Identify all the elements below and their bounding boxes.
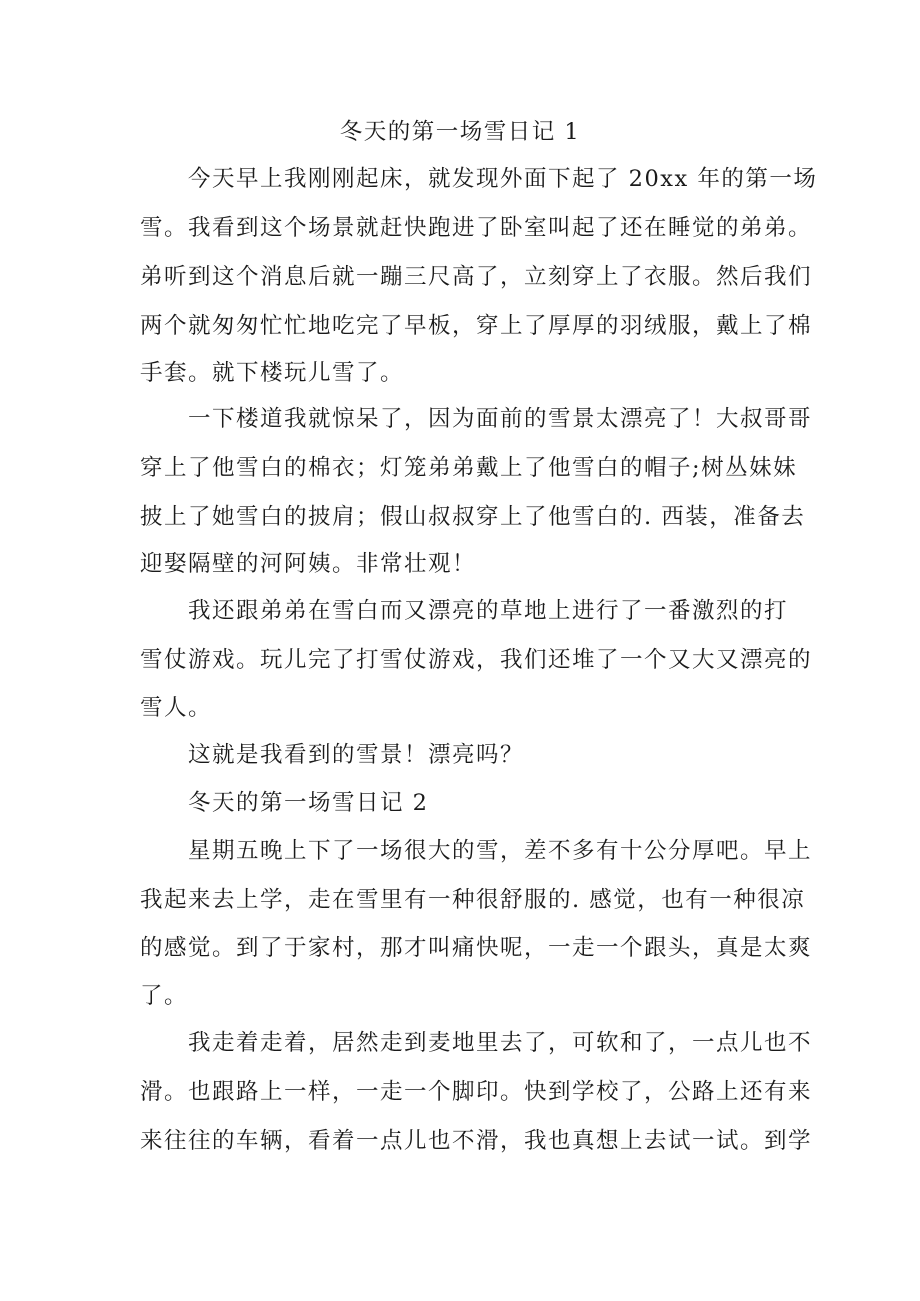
diary-title-2: 冬天的第一场雪日记 2: [188, 790, 429, 816]
paragraph-3-line-1: 我还跟弟弟在雪白而又漂亮的草地上进行了一番激烈的打: [188, 598, 789, 624]
diary-title-1: 冬天的第一场雪日记 1: [339, 119, 581, 145]
paragraph-3-line-3: 雪人。: [140, 695, 213, 721]
paragraph-1-line-1: 今天早上我刚刚起床，就发现外面下起了 20xx 年的第一场: [188, 166, 818, 192]
paragraph-5-line-1: 星期五晚上下了一场很大的雪，差不多有十公分厚吧。早上: [188, 838, 813, 864]
paragraph-6-line-1: 我走着走着，居然走到麦地里去了，可软和了，一点儿也不: [188, 1030, 813, 1056]
paragraph-6-line-2: 滑。也跟路上一样，一走一个脚印。快到学校了，公路上还有来: [140, 1079, 813, 1105]
paragraph-5-line-3: 的感觉。到了于家村，那才叫痛快呢，一走一个跟头，真是太爽: [140, 935, 813, 961]
paragraph-1-line-5: 手套。就下楼玩儿雪了。: [140, 360, 405, 386]
paragraph-4-line-1: 这就是我看到的雪景！漂亮吗？: [188, 742, 525, 768]
paragraph-3-line-2: 雪仗游戏。玩儿完了打雪仗游戏，我们还堆了一个又大又漂亮的: [140, 647, 813, 673]
paragraph-1-line-2: 雪。我看到这个场景就赶快跑进了卧室叫起了还在睡觉的弟弟。: [140, 215, 813, 241]
paragraph-2-line-3: 披上了她雪白的披肩；假山叔叔穿上了他雪白的. 西装，准备去: [140, 504, 806, 530]
paragraph-1-line-4: 两个就匆匆忙忙地吃完了早板，穿上了厚厚的羽绒服，戴上了棉: [140, 313, 813, 339]
paragraph-2-line-2: 穿上了他雪白的棉衣；灯笼弟弟戴上了他雪白的帽子;树丛妹妹: [140, 455, 798, 481]
paragraph-5-line-2: 我起来去上学，走在雪里有一种很舒服的. 感觉，也有一种很凉: [140, 887, 806, 913]
paragraph-5-line-4: 了。: [140, 983, 189, 1009]
paragraph-1-line-3: 弟听到这个消息后就一蹦三尺高了，立刻穿上了衣服。然后我们: [140, 264, 813, 290]
paragraph-2-line-4: 迎娶隔壁的河阿姨。非常壮观！: [140, 551, 477, 577]
paragraph-2-line-1: 一下楼道我就惊呆了，因为面前的雪景太漂亮了！大叔哥哥: [188, 406, 813, 432]
paragraph-6-line-3: 来往往的车辆，看着一点儿也不滑，我也真想上去试一试。到学: [140, 1128, 813, 1154]
